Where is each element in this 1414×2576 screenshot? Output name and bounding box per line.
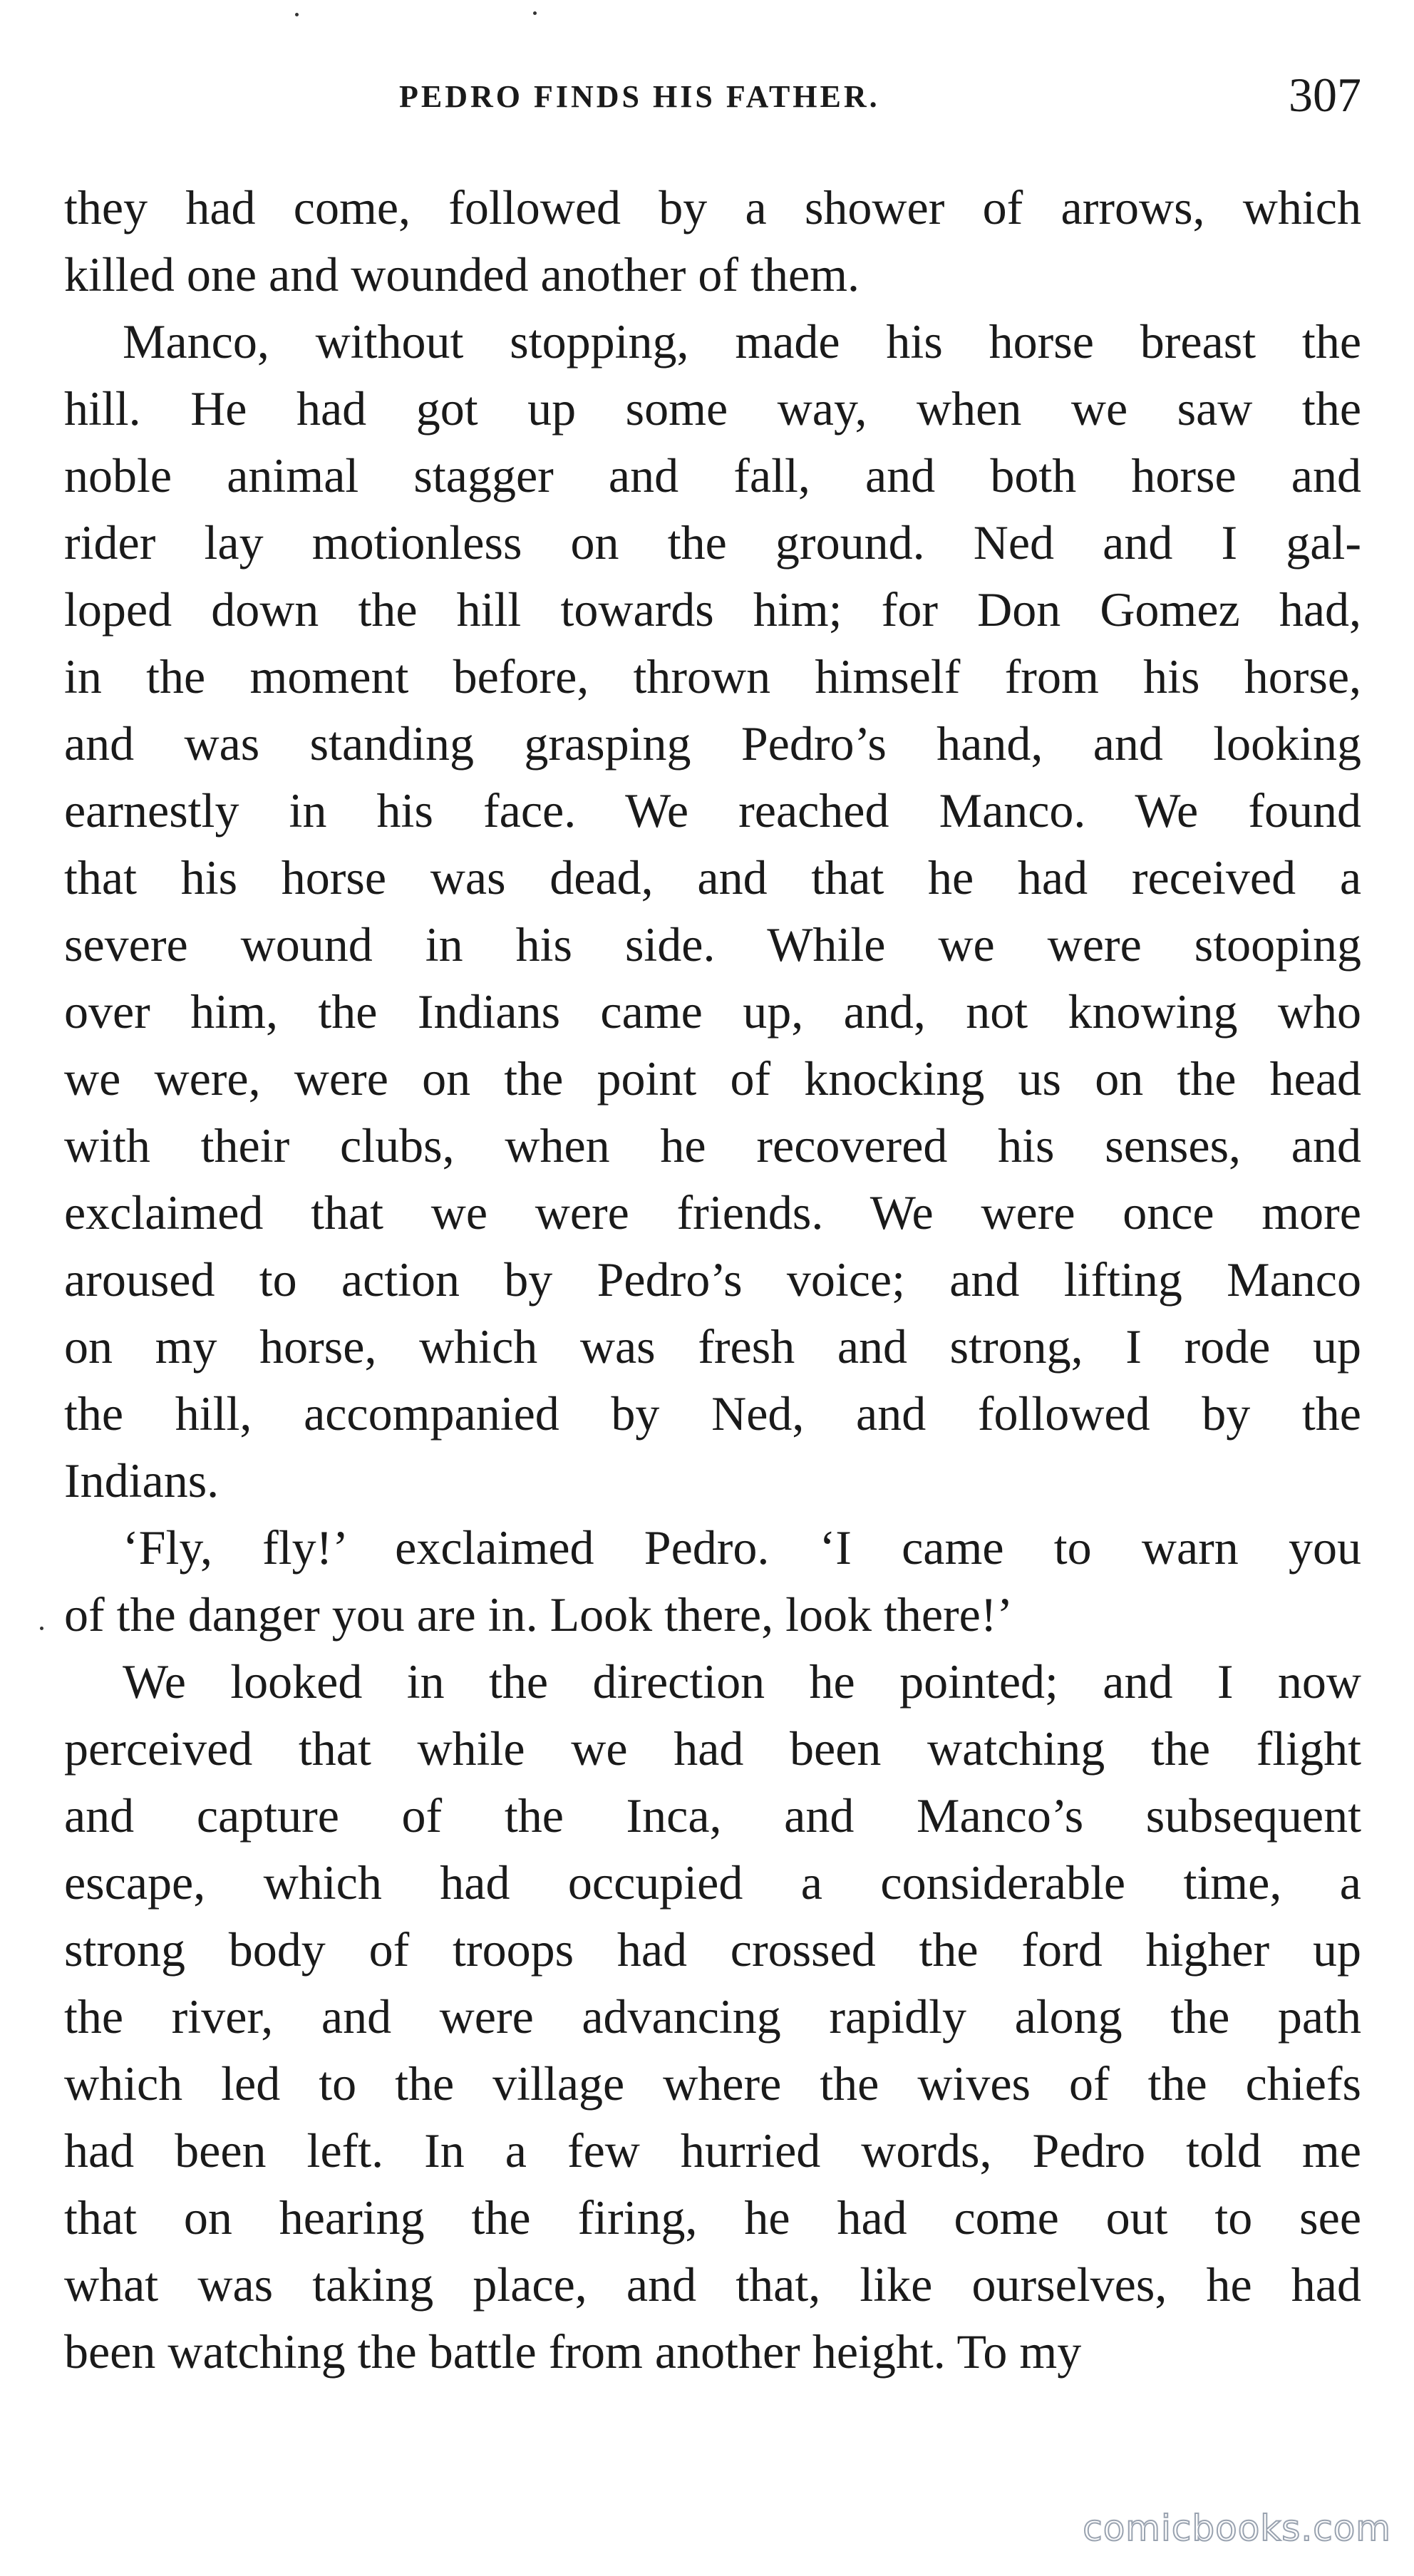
text-line: severe wound in his side. While we were stooping <box>64 917 1361 972</box>
text-line: we were, were on the point of knocking us on the head <box>64 1051 1361 1106</box>
text-line: had been left. In a few hurried words, Pedro told me <box>64 2123 1361 2178</box>
text-line: that his horse was dead, and that he had received a <box>64 850 1361 905</box>
text-line: in the moment before, thrown himself from his horse, <box>64 649 1361 704</box>
stray-ink-mark <box>295 13 299 16</box>
text-line: of the danger you are in. Look there, look there!’ <box>64 1587 1013 1642</box>
text-line: Indians. <box>64 1453 220 1508</box>
text-line: Manco, without stopping, made his horse breast the <box>123 314 1361 369</box>
text-line: aroused to action by Pedro’s voice; and lifting Manco <box>64 1252 1361 1307</box>
text-line: and capture of the Inca, and Manco’s subsequent <box>64 1788 1361 1843</box>
text-line: the hill, accompanied by Ned, and followed by the <box>64 1386 1361 1441</box>
text-line: noble animal stagger and fall, and both horse and <box>64 448 1361 503</box>
text-line: hill. He had got up some way, when we saw the <box>64 381 1361 436</box>
text-line: exclaimed that we were friends. We were once more <box>64 1185 1361 1240</box>
text-line: loped down the hill towards him; for Don Gomez had, <box>64 582 1361 637</box>
text-line: which led to the village where the wives of the chiefs <box>64 2056 1361 2111</box>
text-line: what was taking place, and that, like ourselves, he had <box>64 2257 1361 2312</box>
text-line: that on hearing the firing, he had come out to see <box>64 2190 1361 2245</box>
text-line: earnestly in his face. We reached Manco. We found <box>64 783 1361 838</box>
text-line: ‘Fly, fly!’ exclaimed Pedro. ‘I came to warn you <box>123 1520 1361 1575</box>
text-line: the river, and were advancing rapidly along the path <box>64 1989 1361 2044</box>
text-line: escape, which had occupied a considerable time, a <box>64 1855 1361 1910</box>
text-line: rider lay motionless on the ground. Ned and I gal- <box>64 515 1361 570</box>
text-line: with their clubs, when he recovered his senses, and <box>64 1118 1361 1173</box>
text-line: on my horse, which was fresh and strong, I rode up <box>64 1319 1361 1374</box>
text-line: over him, the Indians came up, and, not knowing who <box>64 984 1361 1039</box>
text-line: and was standing grasping Pedro’s hand, and looking <box>64 716 1361 771</box>
text-line: killed one and wounded another of them. <box>64 247 860 302</box>
page-header <box>64 63 1361 127</box>
page-number: 307 <box>1289 68 1361 122</box>
text-line: perceived that while we had been watching the flight <box>64 1721 1361 1776</box>
watermark: comicbooks.com <box>1083 2508 1391 2549</box>
running-head: PEDRO FINDS HIS FATHER. <box>399 79 880 114</box>
stray-ink-mark <box>40 1627 43 1630</box>
stray-ink-mark <box>533 11 537 15</box>
body-text <box>64 174 1361 2385</box>
text-line: been watching the battle from another height. To my <box>64 2324 1082 2379</box>
text-line: strong body of troops had crossed the ford higher up <box>64 1922 1361 1977</box>
text-line: We looked in the direction he pointed; and I now <box>123 1654 1361 1709</box>
text-line: they had come, followed by a shower of arrows, which <box>64 180 1361 235</box>
